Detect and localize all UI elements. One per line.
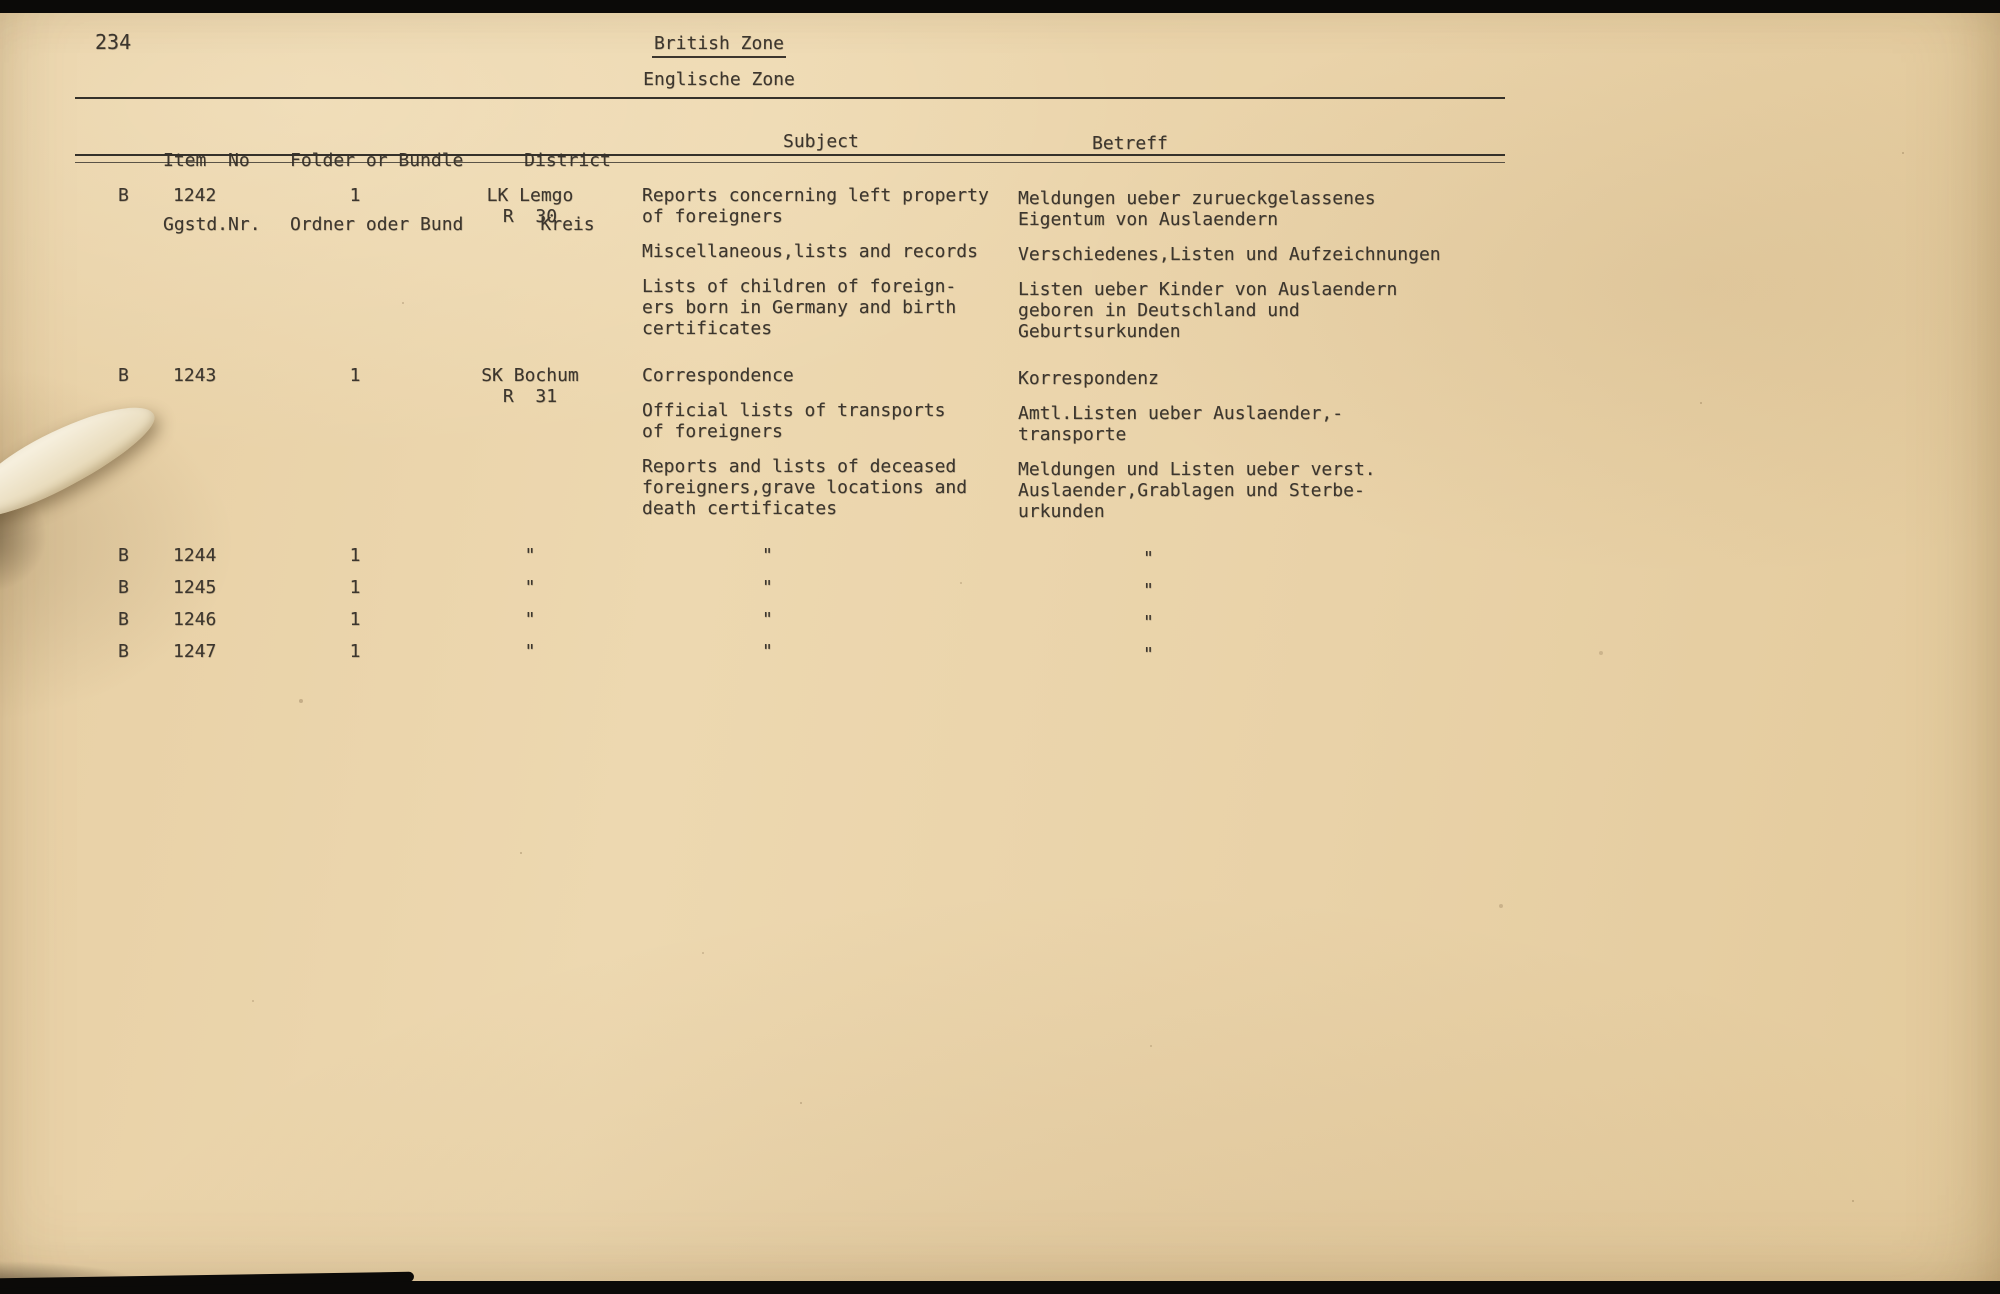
district-value: LK Lemgo R 30 — [486, 185, 574, 227]
betreff-entry: Meldungen ueber zurueckgelassenes Eigentum von Auslaendern — [1018, 188, 1376, 230]
item-number: 1243 — [173, 365, 217, 386]
subject-entry: Reports concerning left property of foreigners — [642, 185, 989, 227]
subject-entry: Correspondence — [642, 365, 794, 386]
betreff-entry: Listen ueber Kinder von Auslaendern geboren in Deutschland und Geburtsurkunden — [1018, 279, 1398, 342]
series-letter: B — [118, 365, 129, 386]
district-value: SK Bochum R 31 — [481, 365, 579, 407]
page-title: British Zone — [652, 33, 786, 58]
subject-entry: " — [762, 609, 773, 630]
series-letter: B — [118, 577, 129, 598]
table-rows — [0, 185, 2000, 673]
subject-text — [642, 545, 1018, 566]
column-header-item-de: Ggstd.Nr. — [163, 214, 261, 235]
subject-entry: Reports and lists of deceased foreigners,grave locations and death certificates — [642, 456, 968, 519]
folder-count: 1 — [349, 185, 361, 206]
folder-count: 1 — [349, 609, 361, 630]
column-header-folder-de: Ordner oder Bund — [290, 214, 464, 235]
column-header-item-en: Item No — [163, 150, 250, 171]
subject-text — [642, 641, 1018, 662]
table-row — [0, 545, 2000, 569]
betreff-entry: Meldungen und Listen ueber verst. Auslaender,Grablagen und Sterbe- urkunden — [1018, 459, 1376, 522]
betreff-text — [1018, 644, 1468, 665]
series-letter: B — [118, 545, 129, 566]
subject-entry: Official lists of transports of foreigners — [642, 400, 946, 442]
table-row — [0, 641, 2000, 665]
betreff-text — [1018, 188, 1468, 342]
item-number: 1245 — [173, 577, 217, 598]
table-row — [0, 577, 2000, 601]
betreff-entry: Amtl.Listen ueber Auslaender,- transporte — [1018, 403, 1344, 445]
column-header-subject: Subject — [783, 131, 859, 152]
subject-text — [642, 365, 1018, 519]
page-subtitle: Englische Zone — [643, 69, 795, 90]
district-value: " — [524, 545, 536, 566]
district-value: " — [524, 577, 536, 598]
betreff-entry: " — [1143, 644, 1154, 665]
folder-count: 1 — [349, 545, 361, 566]
item-number: 1242 — [173, 185, 217, 206]
column-header-betreff: Betreff — [1092, 133, 1168, 154]
subject-text — [642, 609, 1018, 630]
column-header-district-en: District — [524, 150, 611, 171]
folder-count: 1 — [349, 577, 361, 598]
subject-text — [642, 185, 1018, 339]
scan-edge-bottom — [0, 1281, 2000, 1294]
scan-edge-top — [0, 0, 2000, 13]
item-number: 1246 — [173, 609, 217, 630]
betreff-text — [1018, 580, 1468, 601]
betreff-entry: Korrespondenz — [1018, 368, 1159, 389]
table-row — [0, 365, 2000, 522]
subject-entry: " — [762, 545, 773, 566]
series-letter: B — [118, 641, 129, 662]
subject-entry: " — [762, 577, 773, 598]
column-header-district-de: Kreis — [540, 214, 595, 235]
folder-count: 1 — [349, 641, 361, 662]
page-number: 234 — [95, 30, 132, 54]
item-number: 1247 — [173, 641, 217, 662]
betreff-text — [1018, 548, 1468, 569]
betreff-entry: " — [1143, 612, 1154, 633]
table-row — [0, 185, 2000, 342]
column-header-folder-en: Folder or Bundle — [290, 150, 464, 171]
subject-entry: Miscellaneous,lists and records — [642, 241, 978, 262]
page-title-block — [0, 30, 1438, 90]
series-letter: B — [118, 185, 129, 206]
horizontal-rule-header-bottom — [75, 154, 1505, 163]
betreff-entry: " — [1143, 580, 1154, 601]
folder-count: 1 — [349, 365, 361, 386]
item-number: 1244 — [173, 545, 217, 566]
horizontal-rule-top — [75, 97, 1505, 99]
betreff-text — [1018, 368, 1468, 522]
subject-entry: " — [762, 641, 773, 662]
subject-text — [642, 577, 1018, 598]
series-letter: B — [118, 609, 129, 630]
district-value: " — [524, 609, 536, 630]
betreff-entry: " — [1143, 548, 1154, 569]
betreff-entry: Verschiedenes,Listen und Aufzeichnungen — [1018, 244, 1441, 265]
table-row — [0, 609, 2000, 633]
district-value: " — [524, 641, 536, 662]
subject-entry: Lists of children of foreign- ers born in Germany and birth certificates — [642, 276, 957, 339]
betreff-text — [1018, 612, 1468, 633]
